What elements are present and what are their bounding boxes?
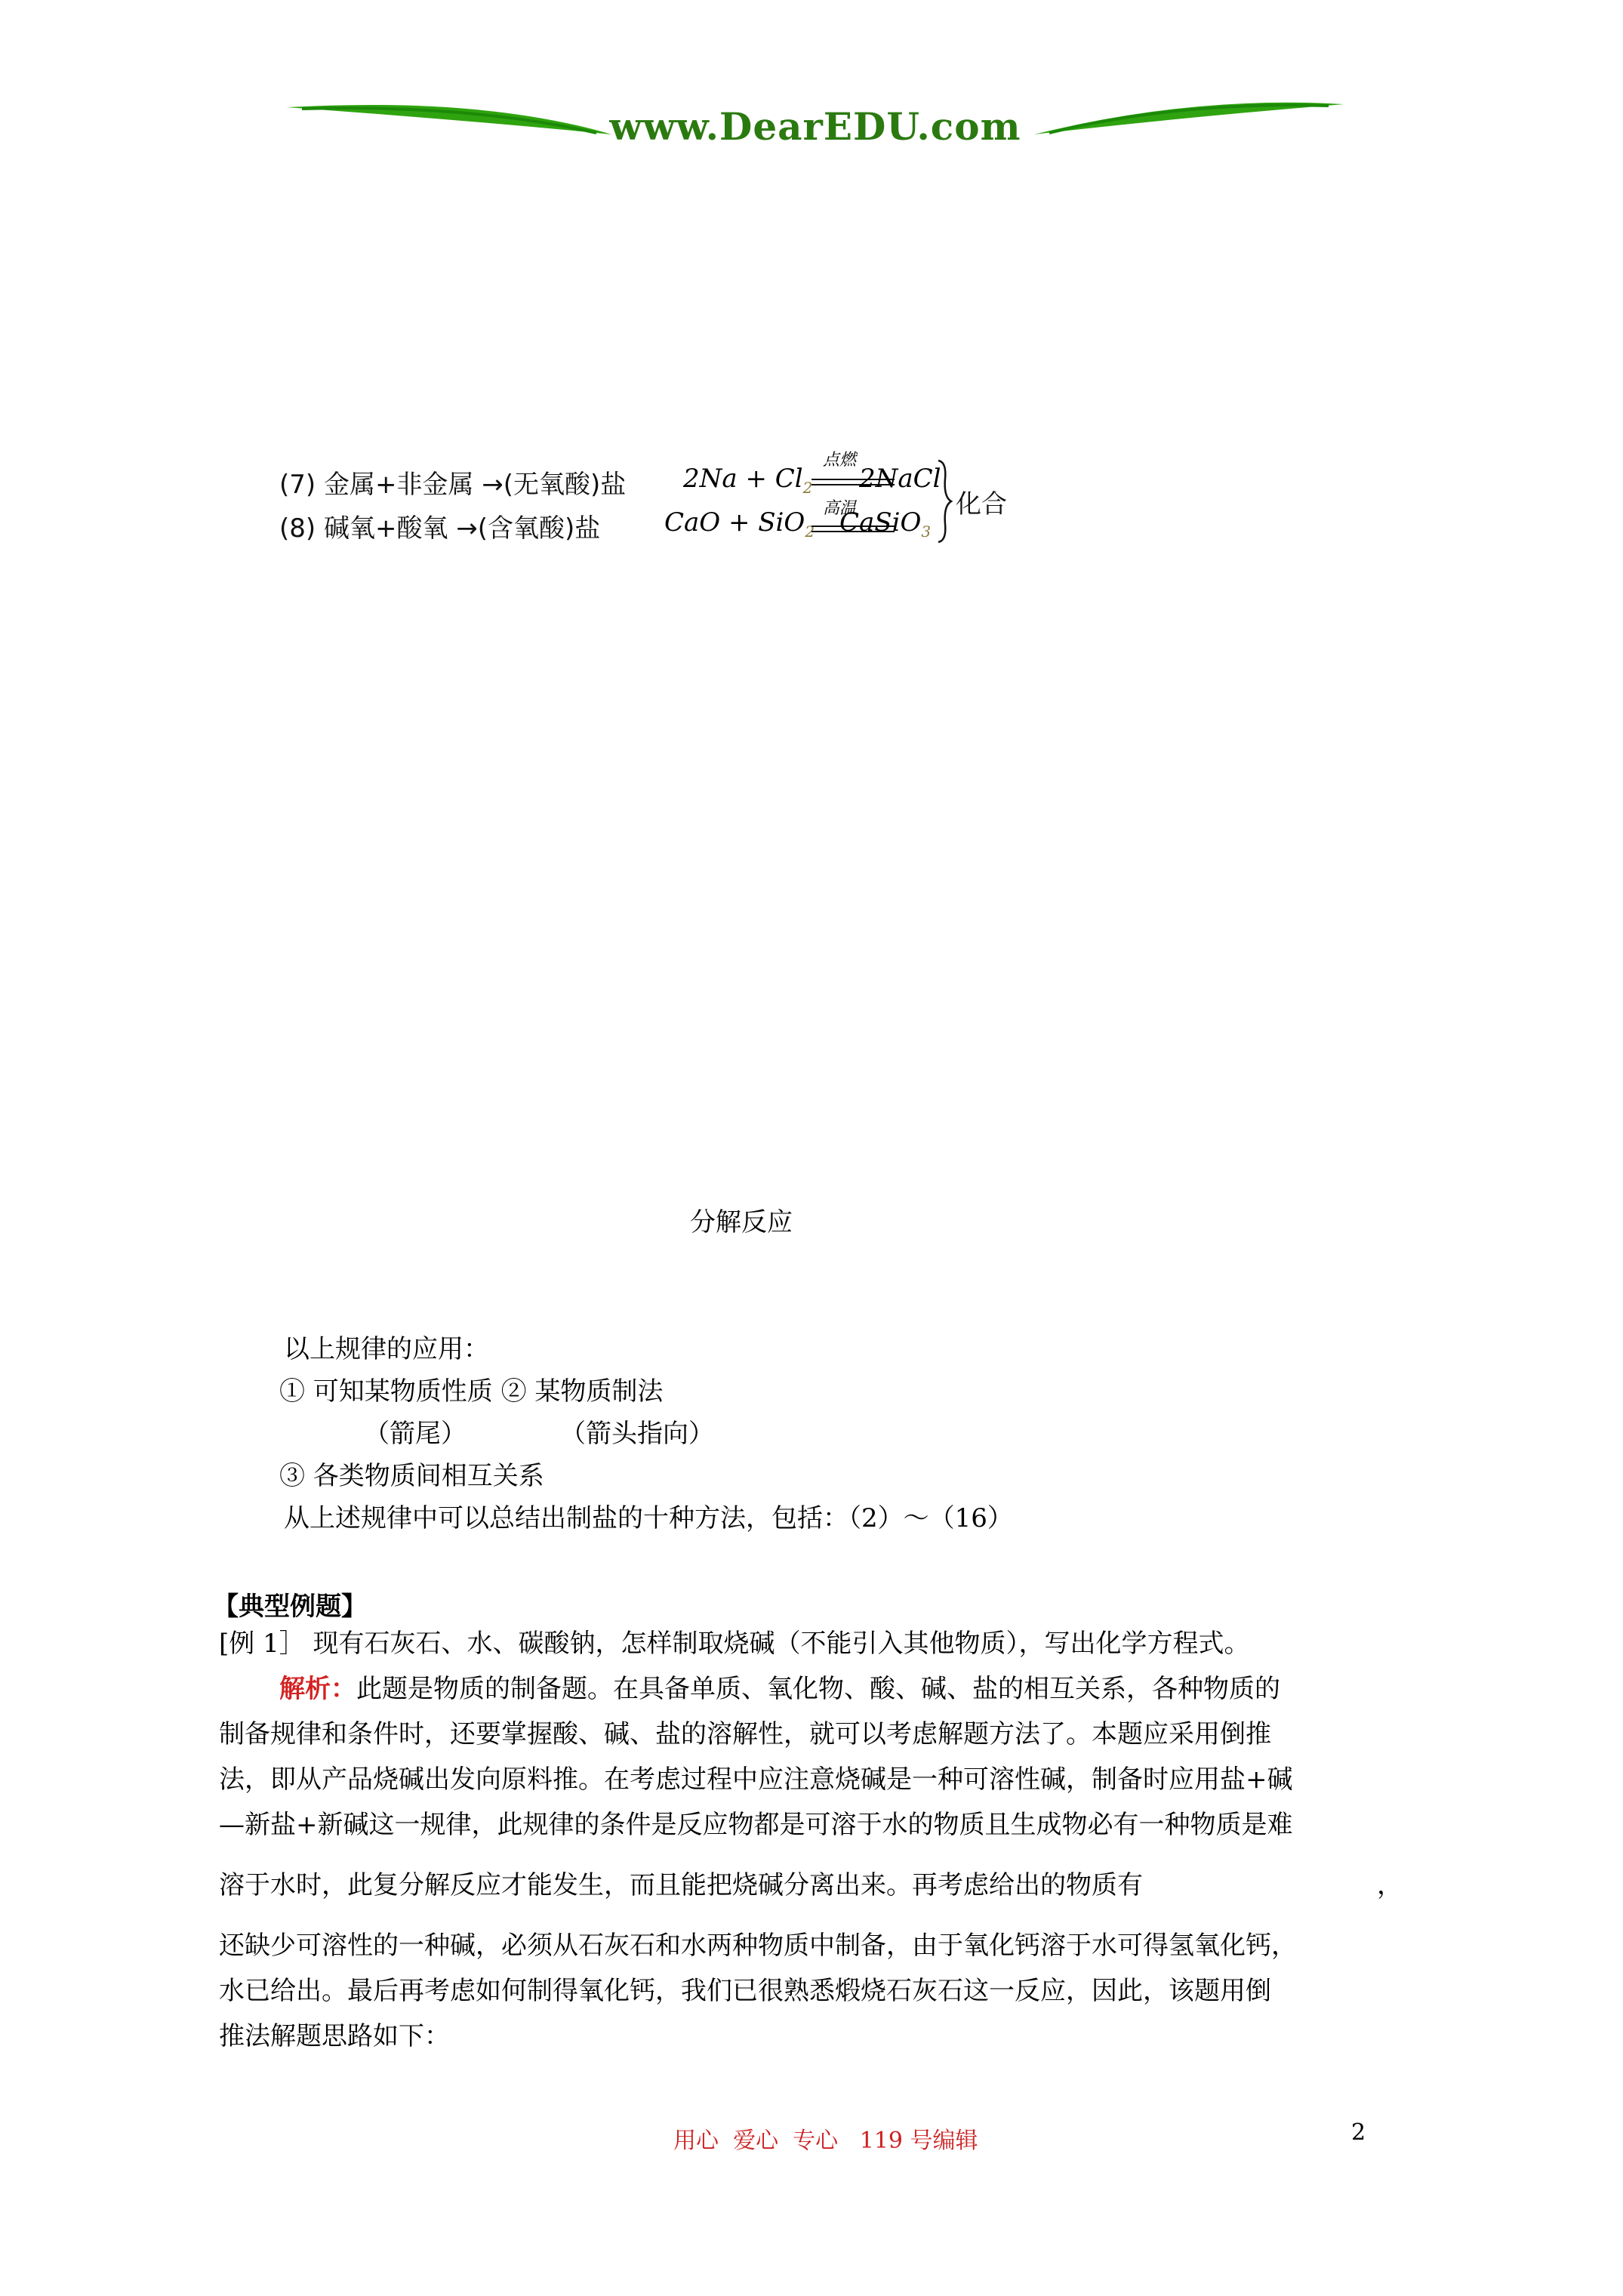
applications-line3: ③ 各类物质间相互关系 (279, 1461, 544, 1491)
applications-intro: 以上规律的应用： (284, 1334, 489, 1364)
analysis-label: 解析： (279, 1674, 356, 1704)
applications-line1: ① 可知某物质性质 ② 某物质制法 (279, 1376, 664, 1407)
example-question: [例 1］ 现有石灰石、水、碳酸钠，怎样制取烧碱（不能引入其他物质），写出化学方程式。 (219, 1629, 1250, 1659)
formula-8-label: (8) 碱氧+酸氧 →(含氧酸)盐 (279, 513, 601, 544)
analysis-line1: 解析：此题是物质的制备题。在具备单质、氧化物、酸、碱、盐的相互关系，各种物质的 (279, 1674, 1280, 1704)
formula-brace (936, 459, 954, 544)
formula-group-label: 化合 (956, 489, 1007, 519)
analysis-line8: 推法解题思路如下： (219, 2021, 450, 2051)
formula-7-reactants: $2Na + Cl_2$ (683, 464, 813, 497)
analysis-line5: 溶于水时，此复分解反应才能发生，而且能把烧碱分离出来。再考虑给出的物质有 (219, 1870, 1143, 1900)
site-logo (287, 91, 1344, 162)
section-label: 分解反应 (690, 1207, 793, 1237)
formula-7-condition: 点燃 (823, 451, 857, 470)
footer-text: 用心 爱心 专心 119 号编辑 (673, 2128, 978, 2154)
example-heading: 【典型例题】 (213, 1592, 367, 1622)
formula-8-product: CaSiO$_3$ (839, 507, 932, 541)
logo-text: www.DearEDU.com (609, 104, 1021, 149)
analysis-line7: 水已给出。最后再考虑如何制得氧化钙，我们已很熟悉煅烧石灰石这一反应，因此，该题用倒 (219, 1976, 1271, 2006)
analysis-line6: 还缺少可溶性的一种碱，必须从石灰石和水两种物质中制备，由于氧化钙溶于水可得氢氧化钙， (219, 1931, 1297, 1961)
analysis-line2: 制备规律和条件时，还要掌握酸、碱、盐的溶解性，就可以考虑解题方法了。本题应采用倒推 (219, 1719, 1271, 1749)
page-number: 2 (1351, 2119, 1366, 2146)
analysis-line5-comma: ， (1377, 1870, 1403, 1900)
applications-arrow-head: （箭头指向） (560, 1419, 714, 1449)
formula-8-condition: 高温 (823, 499, 857, 518)
formula-8-reactants: CaO + SiO$_2$ (664, 507, 815, 541)
formula-7-label: (7) 金属+非金属 →(无氧酸)盐 (279, 470, 627, 500)
applications-arrow-tail: （箭尾） (364, 1419, 467, 1449)
applications-line4: 从上述规律中可以总结出制盐的十种方法，包括：（2）～（16） (284, 1503, 1013, 1533)
analysis-line4: —新盐+新碱这一规律，此规律的条件是反应物都是可溶于水的物质且生成物必有一种物质是难 (219, 1810, 1293, 1840)
analysis-line3: 法，即从产品烧碱出发向原料推。在考虑过程中应注意烧碱是一种可溶性碱，制备时应用盐+碱 (219, 1764, 1293, 1795)
formula-7-product: 2NaCl (859, 464, 941, 494)
